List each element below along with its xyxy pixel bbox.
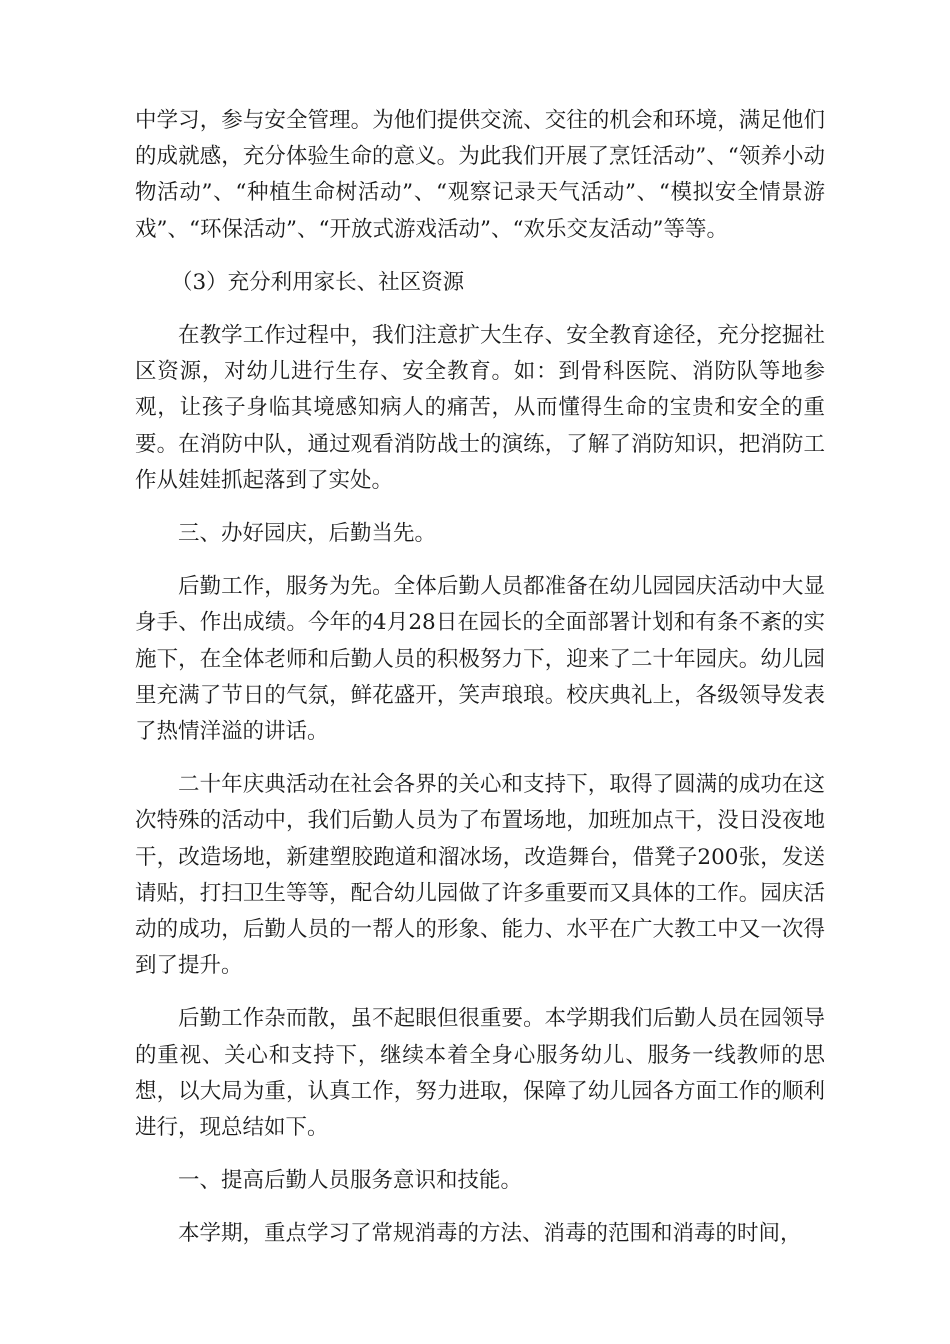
document-page	[135, 103, 825, 1270]
paragraph-celebration: 二十年庆典活动在社会各界的关心和支持下，取得了圆满的成功在这次特殊的活动中，我们后勤人员为了布置场地，加班加点干，没日没夜地干，改造场地，新建塑胶跑道和溜冰场，改造舞台，借凳子200张，发送请贴，打扫卫生等等，配合幼儿园做了许多重要而又具体的工作。园庆活动的成功，后勤人员的一帮人的形象、能力、水平在广大教工中又一次得到了提升。	[135, 772, 825, 979]
paragraph-logistics-summary: 后勤工作杂而散，虽不起眼但很重要。本学期我们后勤人员在园领导的重视、关心和支持下，继续本着全身心服务幼儿、服务一线教师的思想，以大局为重，认真工作，努力进取，保障了幼儿园各方面工作的顺利进行，现总结如下。	[135, 1006, 825, 1141]
paragraph-community-education: 在教学工作过程中，我们注意扩大生存、安全教育途径，充分挖掘社区资源，对幼儿进行生存、安全教育。如：到骨科医院、消防队等地参观，让孩子身临其境感知病人的痛苦，从而懂得生命的宝贵和安全的重要。在消防中队，通过观看消防战士的演练，了解了消防知识，把消防工作从娃娃抓起落到了实处。	[135, 323, 825, 493]
paragraph-disinfection: 本学期，重点学习了常规消毒的方法、消毒的范围和消毒的时间，	[178, 1221, 802, 1247]
heading-service-awareness: 一、提高后勤人员服务意识和技能。	[178, 1168, 523, 1194]
paragraph-logistics-service: 后勤工作，服务为先。全体后勤人员都准备在幼儿园园庆活动中大显身手、作出成绩。今年的4月28日在园长的全面部署计划和有条不紊的实施下，在全体老师和后勤人员的积极努力下，迎来了二十年园庆。幼儿园里充满了节日的气氛，鲜花盛开，笑声琅琅。校庆典礼上，各级领导发表了热情洋溢的讲话。	[135, 574, 825, 745]
paragraph-activities: 中学习，参与安全管理。为他们提供交流、交往的机会和环境，满足他们的成就感，充分体验生命的意义。为此我们开展了烹饪活动”、“领养小动物活动”、“种植生命树活动”、“观察记录天气活动”、“模拟安全情景游戏”、“环保活动”、“开放式游戏活动”、“欢乐交友活动”等等。	[135, 108, 825, 242]
heading-community-resources: （3）充分利用家长、社区资源	[171, 269, 465, 295]
heading-anniversary: 三、办好园庆，后勤当先。	[178, 521, 437, 547]
